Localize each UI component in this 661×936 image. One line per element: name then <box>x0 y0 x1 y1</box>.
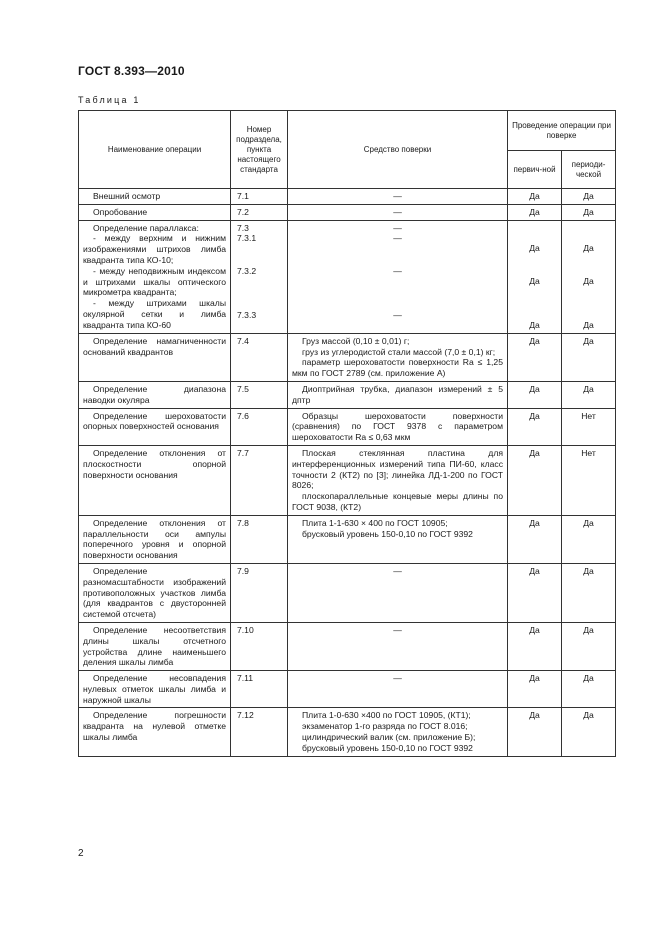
section-number: 7.10 <box>237 624 254 635</box>
operation-name: Определение разномасштабности изображений противоположных участков лимба (для квадрантов с двусторонней системой отсчета) <box>83 565 226 620</box>
operation-name: Определение погрешности квадранта на нулевой отметке шкалы лимба <box>83 710 226 743</box>
table-body <box>79 189 616 757</box>
operation-name-cell <box>79 622 231 670</box>
section-number-cell <box>231 622 288 670</box>
primary-verification-cell <box>508 515 562 563</box>
verification-tool-cell <box>288 445 508 515</box>
verification-tool-cell <box>288 671 508 708</box>
section-number-cell <box>231 515 288 563</box>
primary-verification-cell <box>508 204 562 220</box>
operation-name-cell <box>79 204 231 220</box>
periodic-verification: Да <box>583 565 594 576</box>
section-number: 7.4 <box>237 335 249 346</box>
table-row <box>79 189 616 205</box>
periodic-verification: Да <box>583 624 594 635</box>
verification-tool: Плоская стеклянная пластина для интерференционных измерений типа ПИ-60, класс точности 2 (КТ2) по [3]; линейка ЛД-1-200 по ГОСТ 8026; <box>292 447 503 491</box>
periodic-verification: Да <box>583 206 594 217</box>
periodic-verification: Нет <box>581 447 596 458</box>
section-number: 7.12 <box>237 710 254 721</box>
periodic-verification-cell <box>562 408 616 445</box>
operation-name-cell <box>79 563 231 622</box>
header-verification: Проведение операции при поверке <box>508 111 616 151</box>
section-number-cell <box>231 220 288 333</box>
operation-name: Определение параллакса: <box>93 222 199 233</box>
primary-verification: Да <box>529 447 540 458</box>
verification-tool: Образцы шероховатости поверхности (сравнения) по ГОСТ 9378 с параметром шероховатости Ra ≤ 0,63 мкм <box>292 410 503 443</box>
primary-verification: Да <box>529 276 540 287</box>
periodic-verification: Да <box>583 673 594 684</box>
verification-tool: Плита 1-1-630 × 400 по ГОСТ 10905; <box>302 517 448 528</box>
primary-verification: Да <box>529 673 540 684</box>
periodic-verification: Да <box>583 517 594 528</box>
verification-tool: — <box>393 624 402 635</box>
operation-name: - между штрихами шкалы окулярной сетки и лимба квадранта типа КО-60 <box>83 298 226 330</box>
primary-verification: Да <box>529 191 540 201</box>
periodic-verification-cell <box>562 204 616 220</box>
table-row <box>79 204 616 220</box>
operation-name: Определение намагниченности оснований квадрантов <box>83 335 226 357</box>
verification-table <box>78 110 616 757</box>
periodic-verification: Да <box>583 276 594 287</box>
operation-name: Определение отклонения от параллельности оси ампулы поперечного уровня и опорной поверхности основания <box>83 517 226 561</box>
periodic-verification <box>566 233 611 244</box>
primary-verification: Да <box>529 624 540 635</box>
operation-name-cell <box>79 189 231 205</box>
periodic-verification-cell <box>562 622 616 670</box>
verification-tool: брусковый уровень 150-0,10 по ГОСТ 9392 <box>302 742 473 753</box>
periodic-verification: Да <box>583 335 594 346</box>
document-title: ГОСТ 8.393—2010 <box>78 64 185 78</box>
table-row <box>79 563 616 622</box>
periodic-verification-cell <box>562 671 616 708</box>
verification-tool-cell <box>288 189 508 205</box>
periodic-verification-cell <box>562 708 616 756</box>
periodic-verification-cell <box>562 515 616 563</box>
verification-tool-cell <box>288 708 508 756</box>
verification-tool: груз из углеродистой стали массой (7,0 ± 0,1) кг; <box>302 346 496 357</box>
section-number-cell <box>231 708 288 756</box>
primary-verification: Да <box>529 206 540 217</box>
section-number-cell <box>231 408 288 445</box>
verification-tool-cell <box>288 563 508 622</box>
periodic-verification: Да <box>583 319 594 330</box>
table-row <box>79 515 616 563</box>
primary-verification: Да <box>529 335 540 346</box>
verification-tool-cell <box>288 515 508 563</box>
table-row <box>79 408 616 445</box>
verification-tool: Плита 1-0-630 ×400 по ГОСТ 10905, (КТ1); <box>302 710 471 721</box>
section-number-cell <box>231 381 288 408</box>
primary-verification: Да <box>529 243 540 254</box>
periodic-verification: Нет <box>581 410 596 421</box>
operation-name: Определение несоответствия длины шкалы отсчетного устройства длине наименьшего деления шкалы лимба <box>83 624 226 668</box>
table-container <box>78 110 615 757</box>
section-number: 7.3.1 <box>237 233 257 244</box>
section-number: 7.3.3 <box>237 309 257 320</box>
operation-name-cell <box>79 708 231 756</box>
verification-tool-cell <box>288 220 508 333</box>
header-primary: первич-ной <box>508 151 562 189</box>
periodic-verification: Да <box>583 710 594 721</box>
section-number-cell <box>231 671 288 708</box>
primary-verification-cell <box>508 708 562 756</box>
section-number-cell <box>231 204 288 220</box>
operation-name-cell <box>79 671 231 708</box>
operation-name: - между неподвижным индексом и штрихами шкалы оптического микрометра квадранта; <box>83 265 226 298</box>
verification-tool: Груз массой (0,10 ± 0,01) г; <box>302 335 410 346</box>
section-number: 7.7 <box>237 447 249 458</box>
verification-tool: — <box>393 233 402 244</box>
verification-tool: — <box>393 222 402 233</box>
operation-name-cell <box>79 333 231 381</box>
header-section: Номер подраздела, пункта настоящего стандарта <box>231 111 288 189</box>
periodic-verification: Да <box>583 191 594 201</box>
primary-verification-cell <box>508 381 562 408</box>
primary-verification-cell <box>508 622 562 670</box>
operation-name-cell <box>79 408 231 445</box>
section-number: 7.2 <box>237 206 249 217</box>
periodic-verification-cell <box>562 189 616 205</box>
header-name: Наименование операции <box>79 111 231 189</box>
table-row <box>79 671 616 708</box>
table-caption: Таблица 1 <box>78 95 141 105</box>
verification-tool: параметр шероховатости поверхности Ra ≤ 1,25 мкм по ГОСТ 2789 (см. приложение А) <box>292 357 503 379</box>
section-number: 7.3.2 <box>237 266 257 277</box>
primary-verification: Да <box>529 410 540 421</box>
verification-tool: Диоптрийная трубка, диапазон измерений ± 5 дптр <box>292 383 503 405</box>
section-number-cell <box>231 563 288 622</box>
primary-verification: Да <box>529 710 540 721</box>
primary-verification-cell <box>508 189 562 205</box>
verification-tool-cell <box>288 408 508 445</box>
operation-name: Определение диапазона наводки окуляра <box>83 383 226 405</box>
primary-verification-cell <box>508 563 562 622</box>
operation-name-cell <box>79 220 231 333</box>
header-tool: Средство поверки <box>288 111 508 189</box>
section-number: 7.3 <box>237 222 249 233</box>
periodic-verification-cell <box>562 220 616 333</box>
table-row <box>79 708 616 756</box>
primary-verification-cell <box>508 408 562 445</box>
table-row <box>79 381 616 408</box>
verification-tool: цилиндрический валик (см. приложение Б); <box>302 732 476 743</box>
verification-tool-cell <box>288 381 508 408</box>
verification-tool: экзаменатор 1-го разряда по ГОСТ 8.016; <box>302 721 468 732</box>
periodic-verification: Да <box>583 383 594 394</box>
verification-tool-cell <box>288 622 508 670</box>
verification-tool: — <box>393 309 402 320</box>
operation-name: Определение шероховатости опорных поверхностей основания <box>83 410 226 432</box>
section-number: 7.9 <box>237 565 249 576</box>
operation-name: Определение несовпадения нулевых отметок шкалы лимба и наружной шкалы <box>83 673 226 705</box>
verification-tool: — <box>393 565 402 576</box>
table-row <box>79 220 616 333</box>
primary-verification: Да <box>529 517 540 528</box>
table-row <box>79 622 616 670</box>
primary-verification: Да <box>529 383 540 394</box>
periodic-verification-cell <box>562 445 616 515</box>
section-number: 7.5 <box>237 383 249 394</box>
verification-tool: — <box>393 206 402 217</box>
section-number: 7.8 <box>237 517 249 528</box>
verification-tool-cell <box>288 333 508 381</box>
periodic-verification-cell <box>562 381 616 408</box>
primary-verification <box>512 233 557 244</box>
verification-tool: — <box>393 266 402 277</box>
operation-name: Внешний осмотр <box>93 191 161 201</box>
operation-name-cell <box>79 445 231 515</box>
periodic-verification-cell <box>562 563 616 622</box>
primary-verification-cell <box>508 220 562 333</box>
page-number: 2 <box>78 848 84 859</box>
section-number-cell <box>231 333 288 381</box>
operation-name: Определение отклонения от плоскостности опорной поверхности основания <box>83 447 226 480</box>
section-number-cell <box>231 445 288 515</box>
verification-tool: брусковый уровень 150-0,10 по ГОСТ 9392 <box>302 528 473 539</box>
primary-verification-cell <box>508 671 562 708</box>
verification-tool: — <box>393 673 402 684</box>
section-number: 7.11 <box>237 673 254 684</box>
operation-name-cell <box>79 381 231 408</box>
section-number: 7.6 <box>237 410 249 421</box>
primary-verification-cell <box>508 333 562 381</box>
verification-tool-cell <box>288 204 508 220</box>
operation-name-cell <box>79 515 231 563</box>
operation-name: Опробование <box>93 206 148 217</box>
table-row <box>79 445 616 515</box>
primary-verification: Да <box>529 319 540 330</box>
verification-tool: плоскопараллельные концевые меры длины по ГОСТ 9038, (КТ2) <box>292 491 503 512</box>
section-number-cell <box>231 189 288 205</box>
primary-verification: Да <box>529 565 540 576</box>
verification-tool: — <box>393 191 402 201</box>
table-row <box>79 333 616 381</box>
periodic-verification-cell <box>562 333 616 381</box>
periodic-verification: Да <box>583 243 594 254</box>
primary-verification-cell <box>508 445 562 515</box>
section-number: 7.1 <box>237 191 249 201</box>
header-periodic: периоди-ческой <box>562 151 616 189</box>
operation-name: - между верхним и нижним изображениями штрихов лимба квадранта типа КО-10; <box>83 233 226 265</box>
